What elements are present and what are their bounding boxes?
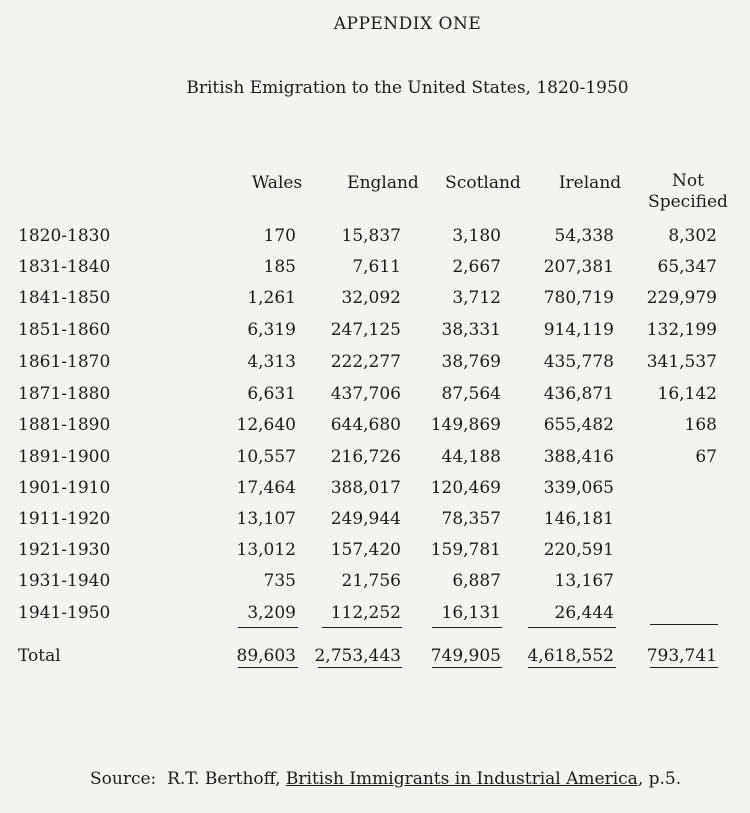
subtotal-rule-wales xyxy=(238,627,298,628)
cell-england: 249,944 xyxy=(330,509,401,529)
cell-not-specified: 8,302 xyxy=(668,226,717,246)
subtotal-rule-not-specified xyxy=(650,624,718,625)
cell-wales: 4,313 xyxy=(247,352,296,372)
table-row xyxy=(0,352,750,376)
cell-not-specified: 65,347 xyxy=(657,257,717,277)
cell-england: 112,252 xyxy=(330,603,401,623)
total-rule-ireland xyxy=(528,667,616,668)
cell-period: 1891-1900 xyxy=(18,447,111,467)
cell-scotland: 38,769 xyxy=(441,352,501,372)
cell-ireland: 54,338 xyxy=(554,226,614,246)
cell-scotland: 16,131 xyxy=(441,603,501,623)
table-row xyxy=(0,257,750,281)
table-subtitle: British Emigration to the United States, 1820-1950 xyxy=(186,78,629,98)
total-wales: 89,603 xyxy=(236,646,296,666)
cell-scotland: 159,781 xyxy=(430,540,501,560)
total-rule-not-specified xyxy=(650,667,718,668)
cell-period: 1831-1840 xyxy=(18,257,111,277)
cell-period: 1901-1910 xyxy=(18,478,111,498)
column-header-not-specified xyxy=(640,171,736,213)
cell-ireland: 780,719 xyxy=(543,288,614,308)
column-header-england: England xyxy=(347,173,419,193)
cell-wales: 12,640 xyxy=(236,415,296,435)
cell-period: 1820-1830 xyxy=(18,226,111,246)
cell-england: 247,125 xyxy=(330,320,401,340)
cell-ireland: 436,871 xyxy=(543,384,614,404)
cell-ireland: 146,181 xyxy=(543,509,614,529)
table-row xyxy=(0,384,750,408)
cell-england: 216,726 xyxy=(330,447,401,467)
total-label: Total xyxy=(18,646,61,666)
subtotal-rule-ireland xyxy=(528,627,616,628)
cell-ireland: 207,381 xyxy=(543,257,614,277)
cell-england: 388,017 xyxy=(330,478,401,498)
table-row xyxy=(0,540,750,564)
cell-period: 1841-1850 xyxy=(18,288,111,308)
total-england: 2,753,443 xyxy=(314,646,401,666)
cell-wales: 6,319 xyxy=(247,320,296,340)
cell-period: 1881-1890 xyxy=(18,415,111,435)
cell-scotland: 87,564 xyxy=(441,384,501,404)
cell-scotland: 38,331 xyxy=(441,320,501,340)
source-author: R.T. Berthoff, xyxy=(167,769,281,789)
cell-england: 437,706 xyxy=(330,384,401,404)
table-row xyxy=(0,415,750,439)
subtotal-rule-england xyxy=(322,627,402,628)
cell-ireland: 655,482 xyxy=(543,415,614,435)
cell-england: 32,092 xyxy=(341,288,401,308)
table-row xyxy=(0,320,750,344)
cell-wales: 13,107 xyxy=(236,509,296,529)
cell-scotland: 6,887 xyxy=(452,571,501,591)
cell-ireland: 220,591 xyxy=(543,540,614,560)
cell-scotland: 3,712 xyxy=(452,288,501,308)
subtotal-rule-scotland xyxy=(432,627,502,628)
column-header-not-specified-line2: Specified xyxy=(648,192,728,212)
source-page: , p.5. xyxy=(637,769,682,789)
column-header-ireland: Ireland xyxy=(558,173,622,193)
cell-scotland: 78,357 xyxy=(441,509,501,529)
table-row xyxy=(0,447,750,471)
cell-not-specified: 341,537 xyxy=(646,352,717,372)
cell-wales: 13,012 xyxy=(236,540,296,560)
total-rule-england xyxy=(318,667,402,668)
cell-wales: 735 xyxy=(263,571,296,591)
cell-england: 644,680 xyxy=(330,415,401,435)
cell-scotland: 120,469 xyxy=(430,478,501,498)
cell-not-specified: 67 xyxy=(695,447,717,467)
cell-not-specified: 132,199 xyxy=(646,320,717,340)
total-ireland: 4,618,552 xyxy=(527,646,614,666)
cell-ireland: 13,167 xyxy=(554,571,614,591)
cell-period: 1931-1940 xyxy=(18,571,111,591)
table-row xyxy=(0,603,750,627)
cell-scotland: 44,188 xyxy=(441,447,501,467)
cell-ireland: 26,444 xyxy=(554,603,614,623)
cell-period: 1941-1950 xyxy=(18,603,111,623)
source-book-title: British Immigrants in Industrial America xyxy=(285,769,638,789)
cell-wales: 170 xyxy=(263,226,296,246)
cell-scotland: 3,180 xyxy=(452,226,501,246)
cell-period: 1921-1930 xyxy=(18,540,111,560)
cell-england: 157,420 xyxy=(330,540,401,560)
cell-not-specified: 16,142 xyxy=(657,384,717,404)
cell-scotland: 149,869 xyxy=(430,415,501,435)
cell-ireland: 339,065 xyxy=(543,478,614,498)
total-rule-wales xyxy=(238,667,298,668)
total-not-specified: 793,741 xyxy=(646,646,717,666)
source-citation xyxy=(90,769,681,789)
cell-wales: 17,464 xyxy=(236,478,296,498)
total-scotland: 749,905 xyxy=(430,646,501,666)
cell-wales: 6,631 xyxy=(247,384,296,404)
cell-england: 7,611 xyxy=(352,257,401,277)
cell-england: 15,837 xyxy=(341,226,401,246)
cell-ireland: 914,119 xyxy=(543,320,614,340)
table-row xyxy=(0,571,750,595)
column-header-not-specified-line1: Not xyxy=(672,171,704,191)
cell-ireland: 435,778 xyxy=(543,352,614,372)
table-row xyxy=(0,226,750,250)
cell-period: 1861-1870 xyxy=(18,352,111,372)
table-row xyxy=(0,288,750,312)
column-header-scotland: Scotland xyxy=(445,173,521,193)
cell-period: 1851-1860 xyxy=(18,320,111,340)
cell-wales: 3,209 xyxy=(247,603,296,623)
source-label: Source: xyxy=(90,769,157,789)
table-row xyxy=(0,509,750,533)
cell-england: 222,277 xyxy=(330,352,401,372)
total-rule-scotland xyxy=(432,667,502,668)
cell-scotland: 2,667 xyxy=(452,257,501,277)
cell-wales: 10,557 xyxy=(236,447,296,467)
cell-england: 21,756 xyxy=(341,571,401,591)
cell-wales: 185 xyxy=(263,257,296,277)
cell-period: 1871-1880 xyxy=(18,384,111,404)
page-title: APPENDIX ONE xyxy=(333,14,482,34)
cell-wales: 1,261 xyxy=(247,288,296,308)
cell-ireland: 388,416 xyxy=(543,447,614,467)
column-header-wales: Wales xyxy=(251,173,303,193)
table-row xyxy=(0,478,750,502)
cell-period: 1911-1920 xyxy=(18,509,111,529)
cell-not-specified: 168 xyxy=(684,415,717,435)
cell-not-specified: 229,979 xyxy=(646,288,717,308)
